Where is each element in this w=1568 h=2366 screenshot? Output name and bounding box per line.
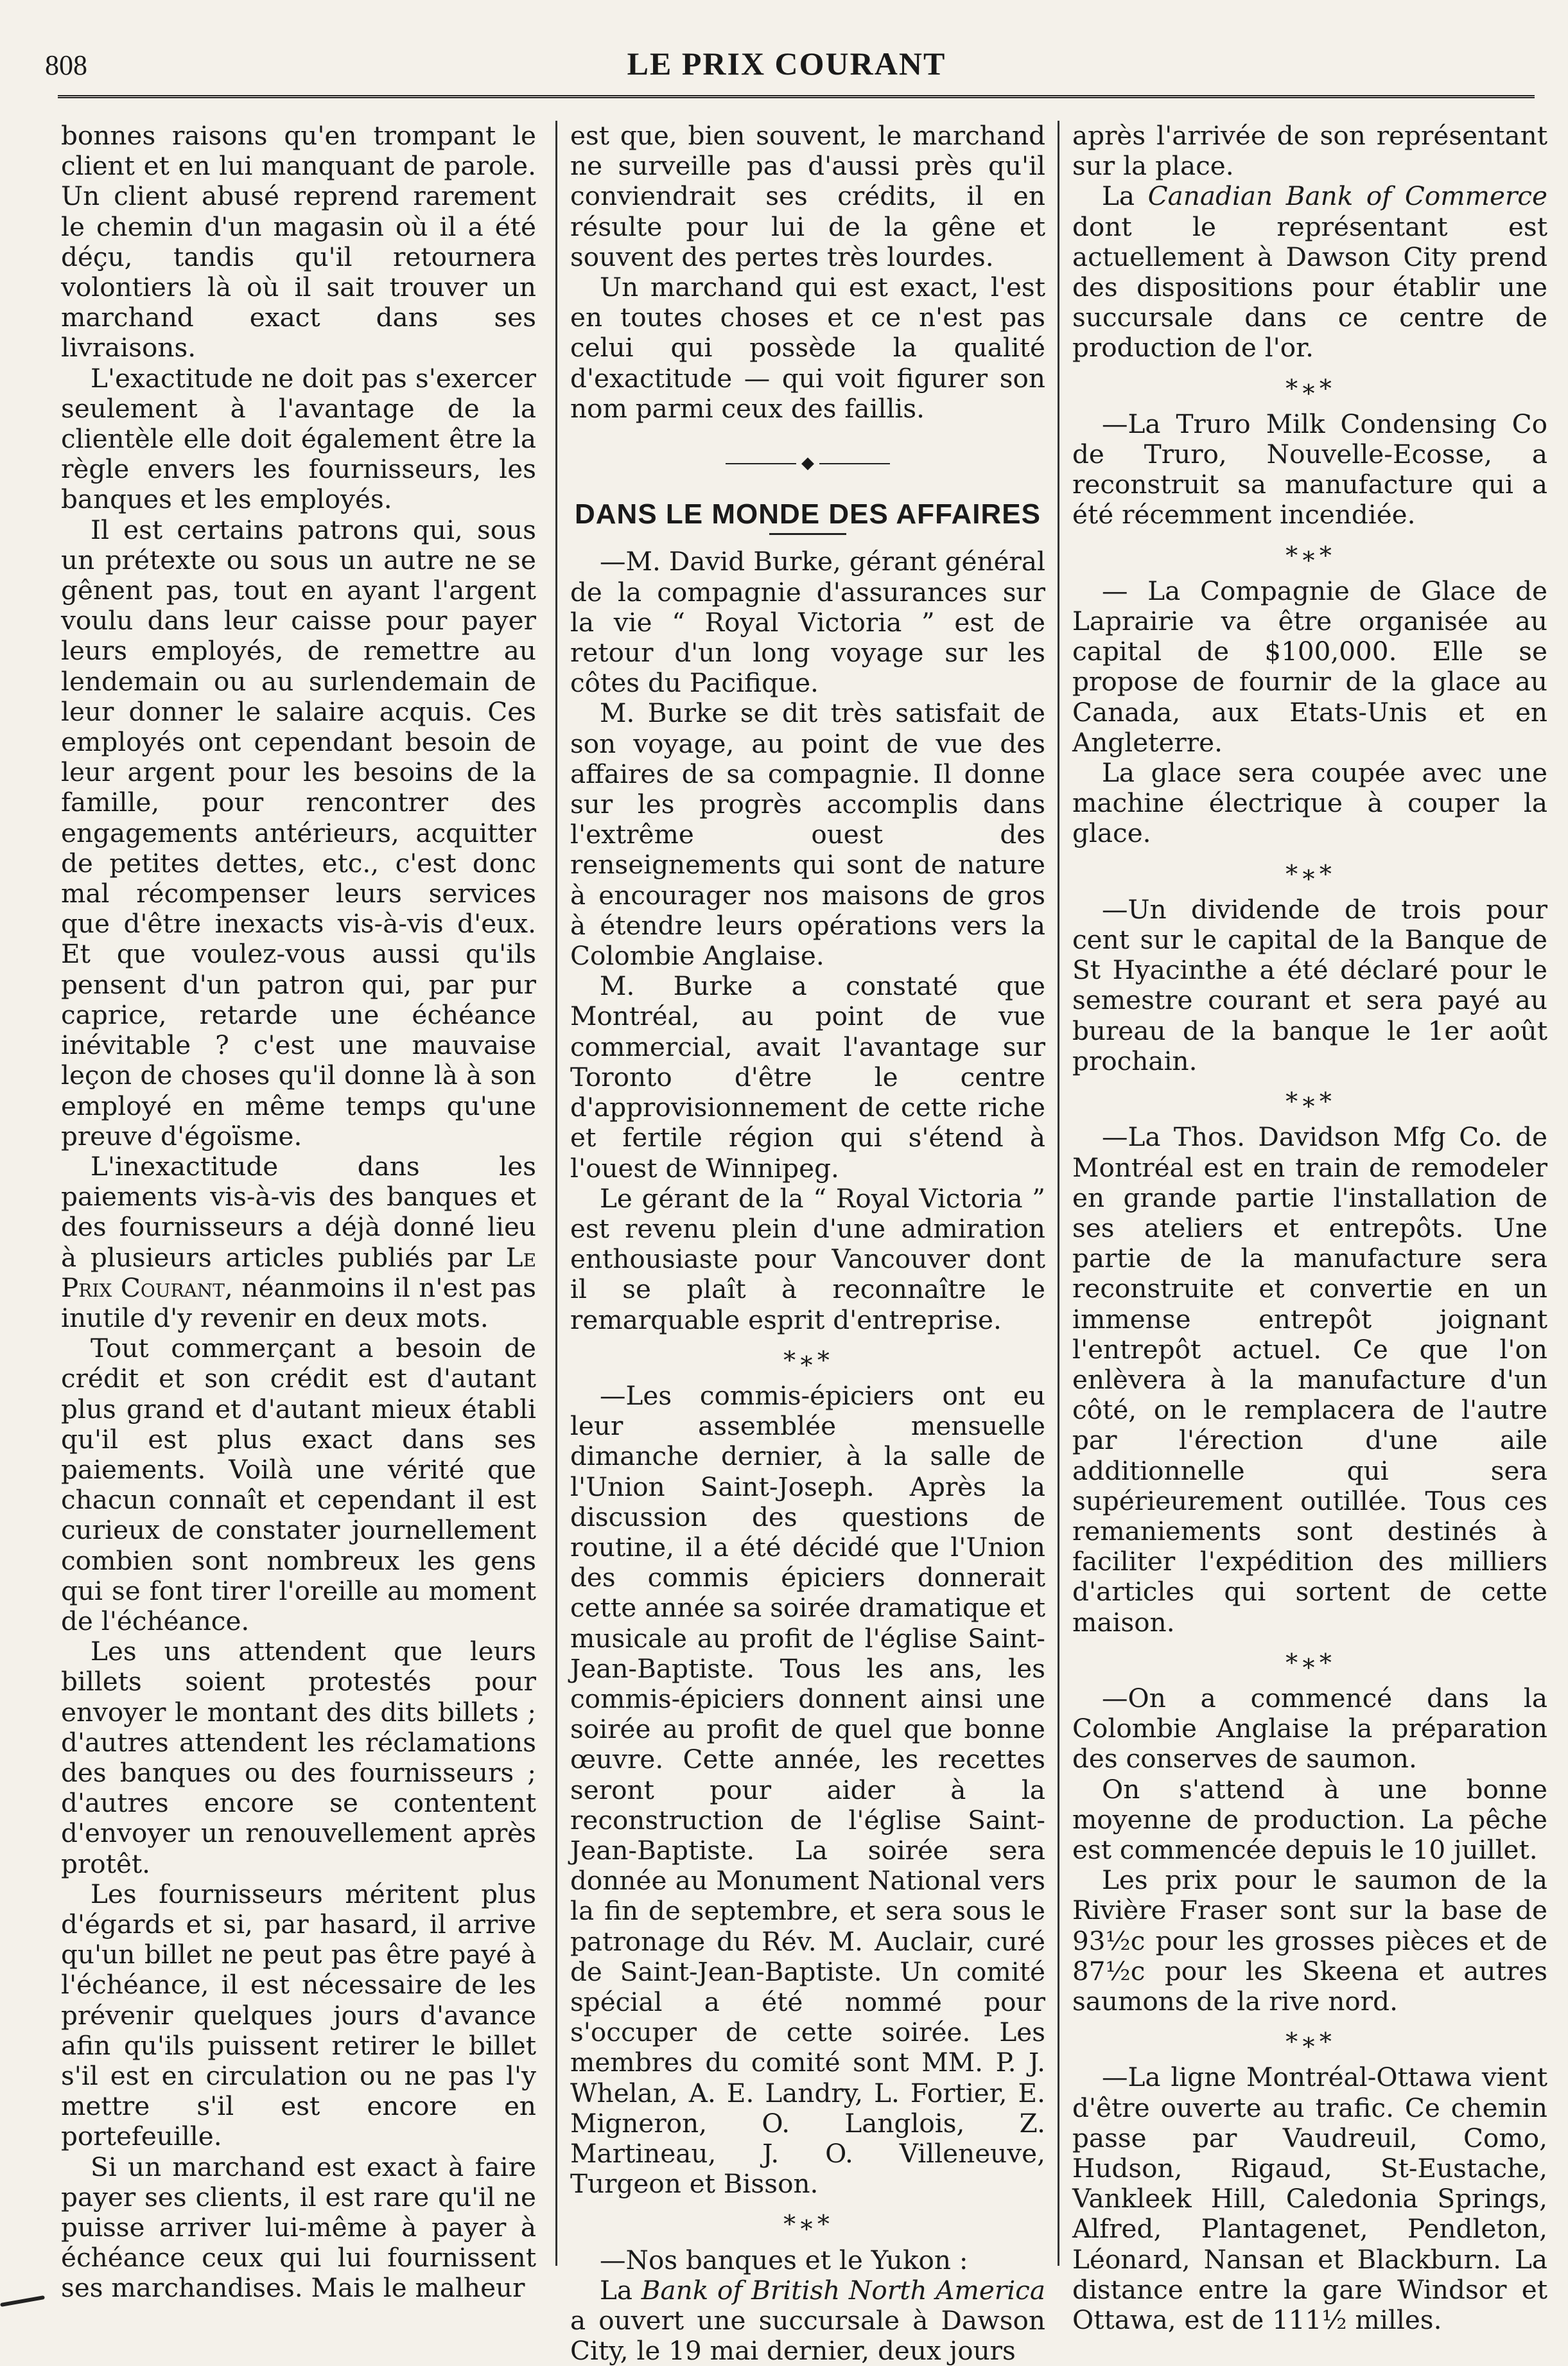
paragraph: —M. David Burke, gérant général de la compagnie d'assurances sur la vie “ Royal Victoria ” est de retour d'un long voyage sur les côtes du Pacifique. — [570, 546, 1045, 699]
paragraph: —Un dividende de trois pour cent sur le capital de la Banque de St Hyacinthe a été déclaré pour le semestre courant et sera payé au bureau de la banque le 1er août prochain. — [1072, 893, 1547, 1076]
column-divider — [1058, 121, 1059, 2266]
masthead-title: LE PRIX COURANT — [627, 46, 946, 82]
paragraph: —La Thos. Davidson Mfg Co. de Montréal est en train de remodeler en grande partie l'installation de ses ateliers et entrepôts. Une partie de la manufacture sera reconstruite et convertie en un immense entrepôt joignant l'entrepôt actuel. Ce que l'on enlèvera à la manufacture d'un côté, on le remplacera de l'autre par l'érection d'une aile additionnelle qui sera supérieurement outillée. Tous ces remaniements sont destinés à faciliter l'expédition des milliers d'articles qui sortent de cette maison. — [1072, 1121, 1547, 1638]
bank-name: Bank of British North America — [641, 2274, 1045, 2306]
column-2 — [570, 120, 1045, 2366]
paragraph: est que, bien souvent, le marchand ne surveille pas d'aussi près qu'il conviendrait ses crédits, il en résulte pour lui de la gêne et souvent des pertes très lourdes. — [570, 120, 1045, 272]
asterism: *∗* — [1285, 1087, 1334, 1116]
paragraph-text: L'inexactitude dans les paiements vis-à-vis des banques et des fournisseurs a déjà donné lieu à plusieurs articles publiés par — [61, 1150, 536, 1273]
paragraph: — La Compagnie de Glace de Laprairie va être organisée au capital de $100,000. Elle se propose de fournir de la glace au Canada, aux Etats-Unis et en Angleterre. — [1072, 575, 1547, 758]
paragraph: Les uns attendent que leurs billets soient protestés pour envoyer le montant des dits billets ; d'autres attendent les réclamations des banques ou des fournisseurs ; d'autres encore se contentent d'envoyer un renouvellement après protêt. — [61, 1636, 536, 1879]
page-header — [45, 45, 1528, 96]
paragraph: Les fournisseurs méritent plus d'égards et si, par hasard, il arrive qu'un billet ne peut pas être payé à l'échéance, il est nécessaire de les prévenir quelques jours d'avance afin qu'ils puissent retirer le billet s'il est en circulation ou ne pas l'y mettre s'il est encore en portefeuille. — [61, 1878, 536, 2152]
ink-mark — [0, 2295, 45, 2307]
publication-name: Le Prix Courant — [61, 1241, 537, 1303]
title-rule — [769, 533, 846, 535]
asterism: *∗* — [1285, 2028, 1334, 2056]
column-1 — [61, 120, 537, 2304]
paragraph: La glace sera coupée avec une machine électrique à couper la glace. — [1072, 757, 1547, 849]
paragraph: Tout commerçant a besoin de crédit et son crédit est d'autant plus grand et d'autant mieux établi qu'il est plus exact dans ses paiements. Voilà une vérité que chacun connaît et cependant il est curieux de constater journellement combien sont nombreux les gens qui se font tirer l'oreille au moment de l'échéance. — [61, 1333, 536, 1636]
paragraph: Si un marchand est exact à faire payer ses clients, il est rare qu'il ne puisse arriver lui-même à payer à échéance ceux qui lui fournissent ses marchandises. Mais le malheur — [61, 2151, 536, 2304]
paragraph — [61, 1152, 536, 1333]
paragraph: —On a commencé dans la Colombie Anglaise la préparation des conserves de saumon. — [1072, 1682, 1547, 1774]
paragraph: M. Burke a constaté que Montréal, au point de vue commercial, avait l'avantage sur Toronto d'être le centre d'approvisionnement de cette riche et fertile région qui s'étend à l'ouest de Winnipeg. — [570, 970, 1045, 1184]
asterism: *∗* — [783, 1345, 832, 1374]
asterism: *∗* — [1285, 1648, 1334, 1677]
paragraph: —La ligne Montréal-Ottawa vient d'être ouverte au trafic. Ce chemin passe par Vaudreuil, Como, Hudson, Rigaud, St-Eustache, Vankleek Hill, Caledonia Springs, Alfred, Plantagenet, Pendleton, Léonard, Nansan et Blackburn. La distance entre la gare Windsor et Ottawa, est de 111½ milles. — [1072, 2062, 1547, 2336]
paragraph: après l'arrivée de son représentant sur la place. — [1072, 120, 1547, 182]
header-rule — [58, 95, 1535, 101]
paragraph — [570, 2275, 1045, 2366]
paragraph — [1072, 181, 1547, 363]
paragraph-text: a ouvert une succursale à Dawson City, le 19 mai dernier, deux jours — [570, 2305, 1045, 2366]
page-number: 808 — [45, 49, 87, 81]
ornamental-divider: ◆ — [570, 448, 1045, 478]
asterism: *∗* — [1285, 859, 1334, 888]
paragraph: Un marchand qui est exact, l'est en toutes choses et ce n'est pas celui qui possède la qualité d'exactitude — qui voit figurer son nom parmi ceux des faillis. — [570, 272, 1045, 424]
section-title: DANS LE MONDE DES AFFAIRES — [575, 498, 1041, 530]
paragraph: Il est certains patrons qui, sous un prétexte ou sous un autre ne se gênent pas, tout en ayant l'argent voulu dans leur caisse pour payer leurs employés, de remettre au lendemain ou au surlendemain de leur donner le salaire acquis. Ces employés ont cependant besoin de leur argent pour les besoins de la famille, pour rencontrer des engagements antérieurs, acquitter de petites dettes, etc., c'est donc mal récompenser leurs services que d'être inexacts vis-à-vis d'eux. Et que voulez-vous aussi qu'ils pensent d'un patron qui, par pur caprice, retarde une échéance inévitable ? c'est une mauvaise leçon de choses qu'il donne là à son employé en même temps qu'une preuve d'égoïsme. — [61, 514, 536, 1152]
paragraph-text: , néanmoins il n'est pas inutile d'y revenir en deux mots. — [61, 1272, 536, 1333]
paragraph-text: dont le représentant est actuellement à Dawson City prend des dispositions pour établir une succursale dans ce centre de production de l'or. — [1072, 211, 1547, 364]
paragraph: M. Burke se dit très satisfait de son voyage, au point de vue des affaires de sa compagnie. Il donne sur les progrès accomplis dans l'extrême ouest des renseignements qui sont de nature à encourager nos maisons de gros à étendre leurs opérations vers la Colombie Anglaise. — [570, 697, 1045, 972]
asterism: *∗* — [783, 2210, 832, 2239]
paragraph: —Nos banques et le Yukon : — [600, 2244, 968, 2275]
paragraph: L'exactitude ne doit pas s'exercer seulement à l'avantage de la clientèle elle doit également être la règle envers les fournisseurs, les banques et les employés. — [61, 362, 536, 515]
paragraph: Le gérant de la “ Royal Victoria ” est revenu plein d'une admiration enthousiaste pour Vancouver dont il se plaît à reconnaître le remarquable esprit d'entreprise. — [570, 1182, 1045, 1335]
column-3 — [1072, 120, 1548, 2336]
paragraph: —La Truro Milk Condensing Co de Truro, Nouvelle-Ecosse, a reconstruit sa manufacture qui a été récemment incendiée. — [1072, 408, 1547, 530]
paragraph: bonnes raisons qu'en trompant le client et en lui manquant de parole. Un client abusé reprend rarement le chemin d'un magasin où il a été déçu, tandis qu'il retournera volontiers là où il sait trouver un marchand exact dans ses livraisons. — [61, 120, 536, 364]
paragraph: Les prix pour le saumon de la Rivière Fraser sont sur la base de 93½c pour les grosses pièces et de 87½c pour les Skeena et autres saumons de la rive nord. — [1072, 1864, 1547, 2017]
asterism: *∗* — [1285, 374, 1334, 403]
paragraph: On s'attend à une bonne moyenne de production. La pêche est commencée depuis le 10 juillet. — [1072, 1773, 1547, 1865]
paragraph-text: La — [1102, 180, 1135, 212]
paragraph: —Les commis-épiciers ont eu leur assemblée mensuelle dimanche dernier, à la salle de l'Union Saint-Joseph. Après la discussion des questions de routine, il a été décidé que l'Union des commis épiciers donnerait cette année sa soirée dramatique et musicale au profit de l'église Saint-Jean-Baptiste. Tous les ans, les commis-épiciers donnent ainsi une soirée au profit de quel que bonne œuvre. Cette année, les recettes seront pour aider à la reconstruction de l'église Saint-Jean-Baptiste. La soirée sera donnée au Monument National vers la fin de septembre, et sera sous le patronage du Rév. M. Auclair, curé de Saint-Jean-Baptiste. Un comité spécial a été nommé pour s'occuper de cette soirée. Les membres du comité sont MM. P. J. Whelan, A. E. Landry, L. Fortier, E. Migneron, O. Langlois, Z. Martineau, J. O. Villeneuve, Turgeon et Bisson. — [570, 1380, 1045, 2200]
paragraph-text: La — [600, 2274, 633, 2306]
asterism: *∗* — [1285, 541, 1334, 570]
column-divider — [555, 121, 557, 2266]
bank-name: Canadian Bank of Commerce — [1147, 180, 1548, 212]
